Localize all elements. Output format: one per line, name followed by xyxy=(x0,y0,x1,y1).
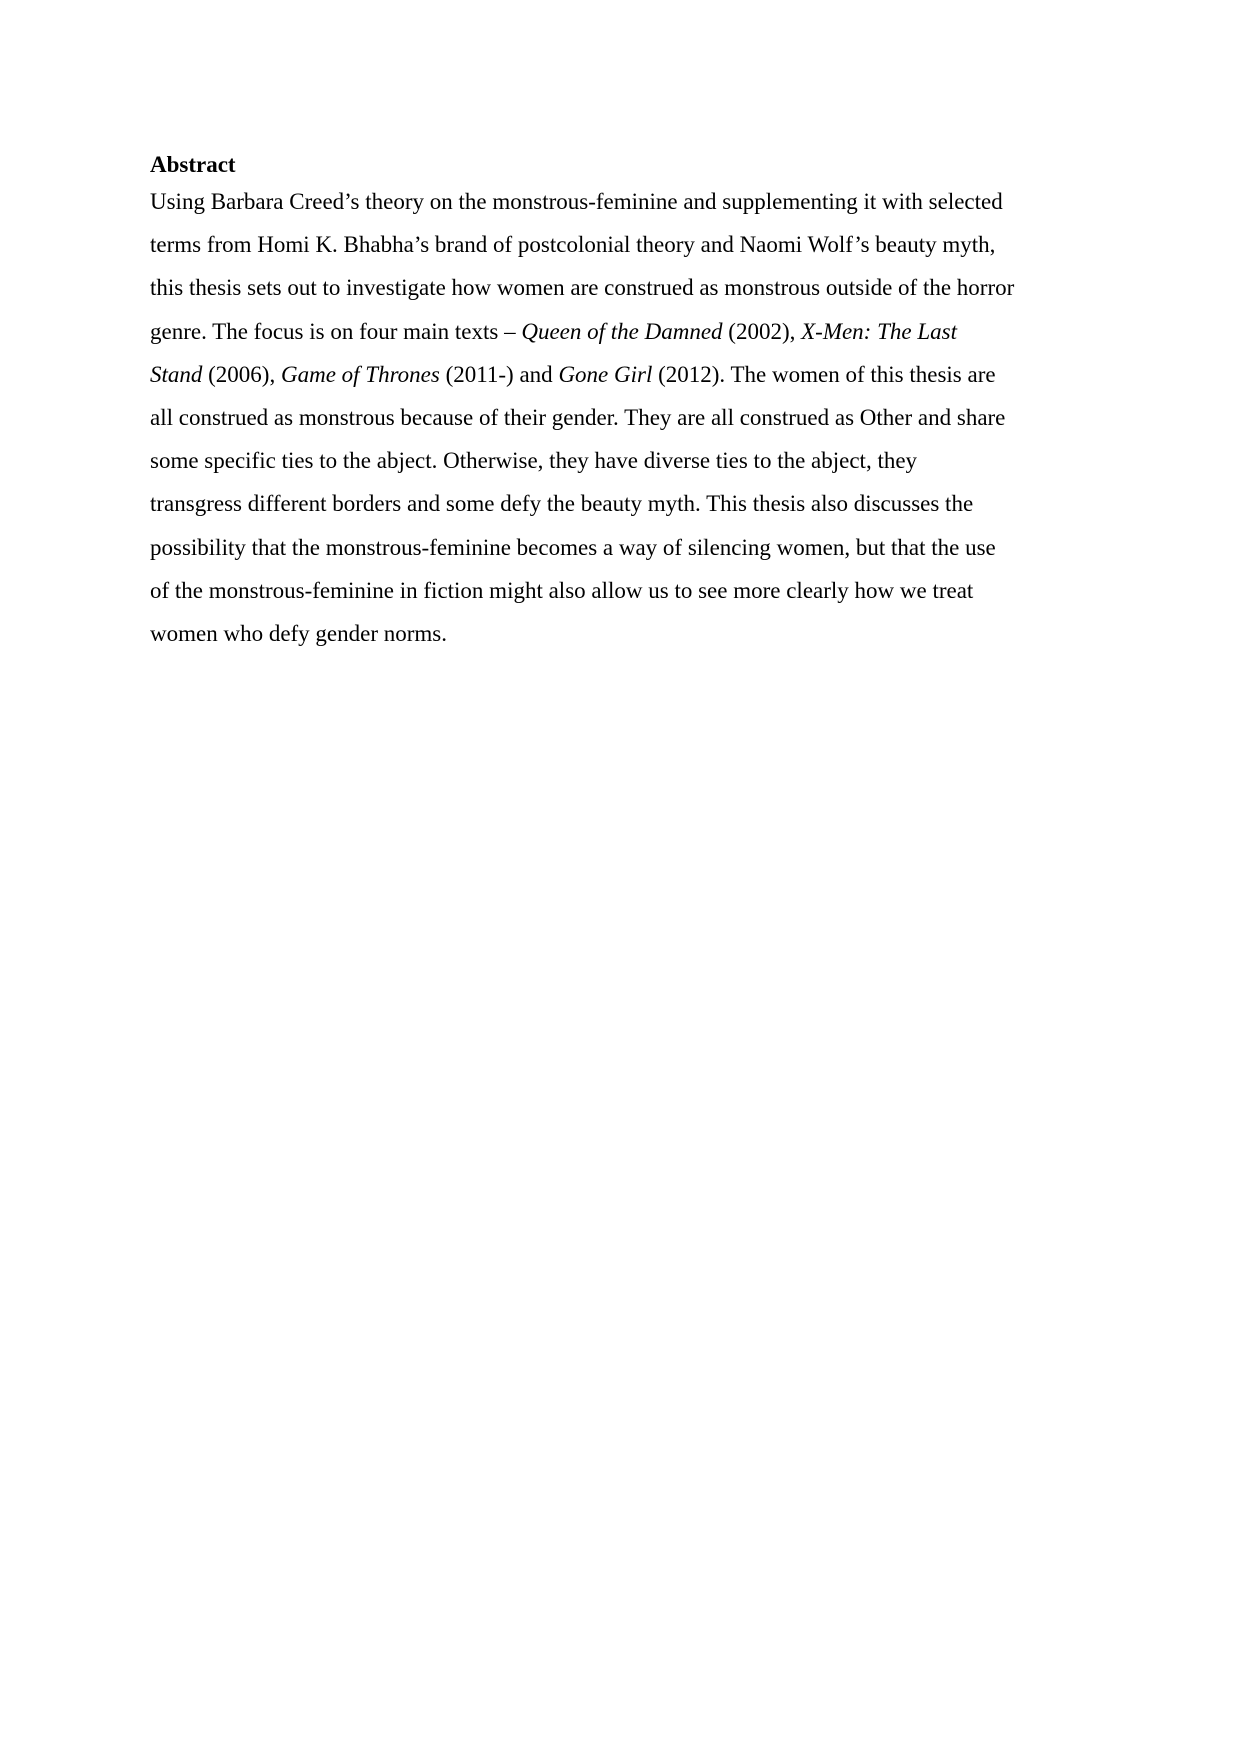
text-run: all construed as monstrous because of their gender. They are all construed as Other and share xyxy=(150,405,1006,431)
text-run: genre. The focus is on four main texts – xyxy=(150,318,522,344)
abstract-line xyxy=(150,310,1100,353)
text-run: (2006), xyxy=(202,361,281,387)
abstract-line xyxy=(150,223,1100,266)
title-italic: X-Men: The Last xyxy=(801,318,957,344)
abstract-line xyxy=(150,439,1100,482)
abstract-heading: Abstract xyxy=(150,152,236,177)
text-run: possibility that the monstrous-feminine becomes a way of silencing women, but that the use xyxy=(150,534,996,560)
text-run: of the monstrous-feminine in fiction might also allow us to see more clearly how we treat xyxy=(150,577,974,603)
abstract-line xyxy=(150,482,1100,525)
text-run: terms from Homi K. Bhabha’s brand of postcolonial theory and Naomi Wolf’s beauty myth, xyxy=(150,232,996,258)
abstract-line xyxy=(150,569,1100,612)
text-run: (2012). The women of this thesis are xyxy=(652,361,996,387)
title-italic: Stand xyxy=(150,361,203,387)
text-run: Using Barbara Creed’s theory on the monstrous-feminine and supplementing it with selected xyxy=(150,189,1003,214)
title-italic: Game of Thrones xyxy=(280,361,440,387)
text-run: (2002), xyxy=(722,318,802,344)
abstract-line xyxy=(150,612,1100,655)
text-run: this thesis sets out to investigate how women are construed as monstrous outside of the horror xyxy=(150,275,1015,301)
text-run: some specific ties to the abject. Otherwise, they have diverse ties to the abject, they xyxy=(150,448,918,474)
text-run: transgress different borders and some defy the beauty myth. This thesis also discusses the xyxy=(150,491,974,517)
abstract-line xyxy=(150,180,1100,223)
title-italic: Gone Girl xyxy=(558,361,653,387)
document-page xyxy=(150,150,1100,655)
abstract-line xyxy=(150,396,1100,439)
abstract-line xyxy=(150,353,1100,396)
abstract-line xyxy=(150,266,1100,309)
text-run: women who defy gender norms. xyxy=(150,621,448,647)
abstract-line xyxy=(150,526,1100,569)
abstract-body xyxy=(150,180,1100,655)
title-italic: Queen of the Damned xyxy=(521,318,723,344)
text-run: (2011-) and xyxy=(439,361,559,387)
